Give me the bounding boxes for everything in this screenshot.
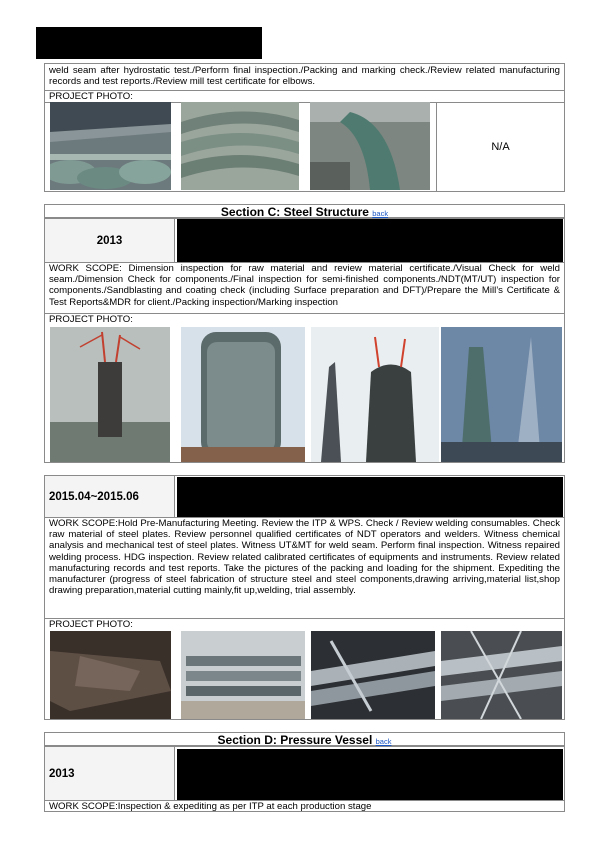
steel-photo-3 [311,631,435,719]
redacted-project-name [177,219,563,262]
elbow-photo-3 [310,102,430,190]
entry-year-label [45,476,175,517]
tower-photo-2 [181,327,305,462]
na-cell [436,102,564,191]
tower-photo-1 [50,327,170,462]
section-d-entry-1 [44,746,565,812]
project-photo-label: PROJECT PHOTO: [45,90,564,103]
section-d-title: Section D: Pressure Vessel [217,733,373,747]
redacted-project-name [177,749,563,800]
entry-year: 2013 [49,767,75,780]
steel-photo-4 [441,631,562,719]
work-scope-text: WORK SCOPE:Inspection & expediting as per ITP at each production stage [45,800,564,812]
entry-year: 2015.04~2015.06 [49,490,139,503]
section-c-title: Section C: Steel Structure [220,205,369,219]
elbow-photo-2 [181,102,299,190]
entry-year-label [45,219,175,262]
tower-photo-4 [441,327,562,462]
steel-photo-2 [181,631,305,719]
entry-year: 2013 [96,234,123,247]
project-photo-label: PROJECT PHOTO: [45,618,564,630]
redacted-header [36,27,262,59]
elbow-photo-1 [50,102,171,190]
top-work-scope-text: weld seam after hydrostatic test./Perform final inspection./Packing and marking check./Review related manufacturing records and test reports./Review mill test certificate for elbows. [49,65,560,88]
redacted-project-name [177,477,563,517]
section-d-header [44,732,565,746]
section-c-entry-2 [44,475,565,720]
section-c-back-link[interactable]: back [372,209,389,218]
steel-photo-1 [50,631,171,719]
work-scope-text: WORK SCOPE: Dimension inspection for raw material and review material certificate./Visual Check for weld seam./Dimension Check for components./Final inspection for semi-finished components./NDT(MT/UT) inspection for components./Sandblasting and coating check (including Surface preparation and DFT)/Prepare the Mill’s Certificate & Test Reports&MDR for client./Packing inspection/Marking inspection [45,262,564,308]
section-c-header [44,204,565,218]
section-d-back-link[interactable]: back [375,737,392,746]
tower-photo-3 [311,327,439,462]
elbow-project-block [44,63,565,192]
section-c-entry-1 [44,218,565,463]
work-scope-text: WORK SCOPE:Hold Pre-Manufacturing Meeting. Review the ITP & WPS. Check / Review welding consumables. Check raw material of steel plates. Review personnel qualified certificates of NDT operators and welders. Witness chemical analysis and mechanical test of steel plates. Witness UT&MT for weld seam. Perform final inspection. Witness repaired welding process. HDG inspection. Review related calibrated certificates of equipments and instruments. Review related manufacturing records and test reports. Take the pictures of the packing and loading for the shipment. Expediting the manufacturer (progress of steel fabrication of structure steel and steel components,drawing arriving,material list,shop drawing preparation,material cutting mainly,fit up,welding, trial assembly. [45,517,564,596]
entry-year-label [45,747,175,800]
project-photo-label: PROJECT PHOTO: [45,313,564,325]
na-text: N/A [491,140,510,153]
